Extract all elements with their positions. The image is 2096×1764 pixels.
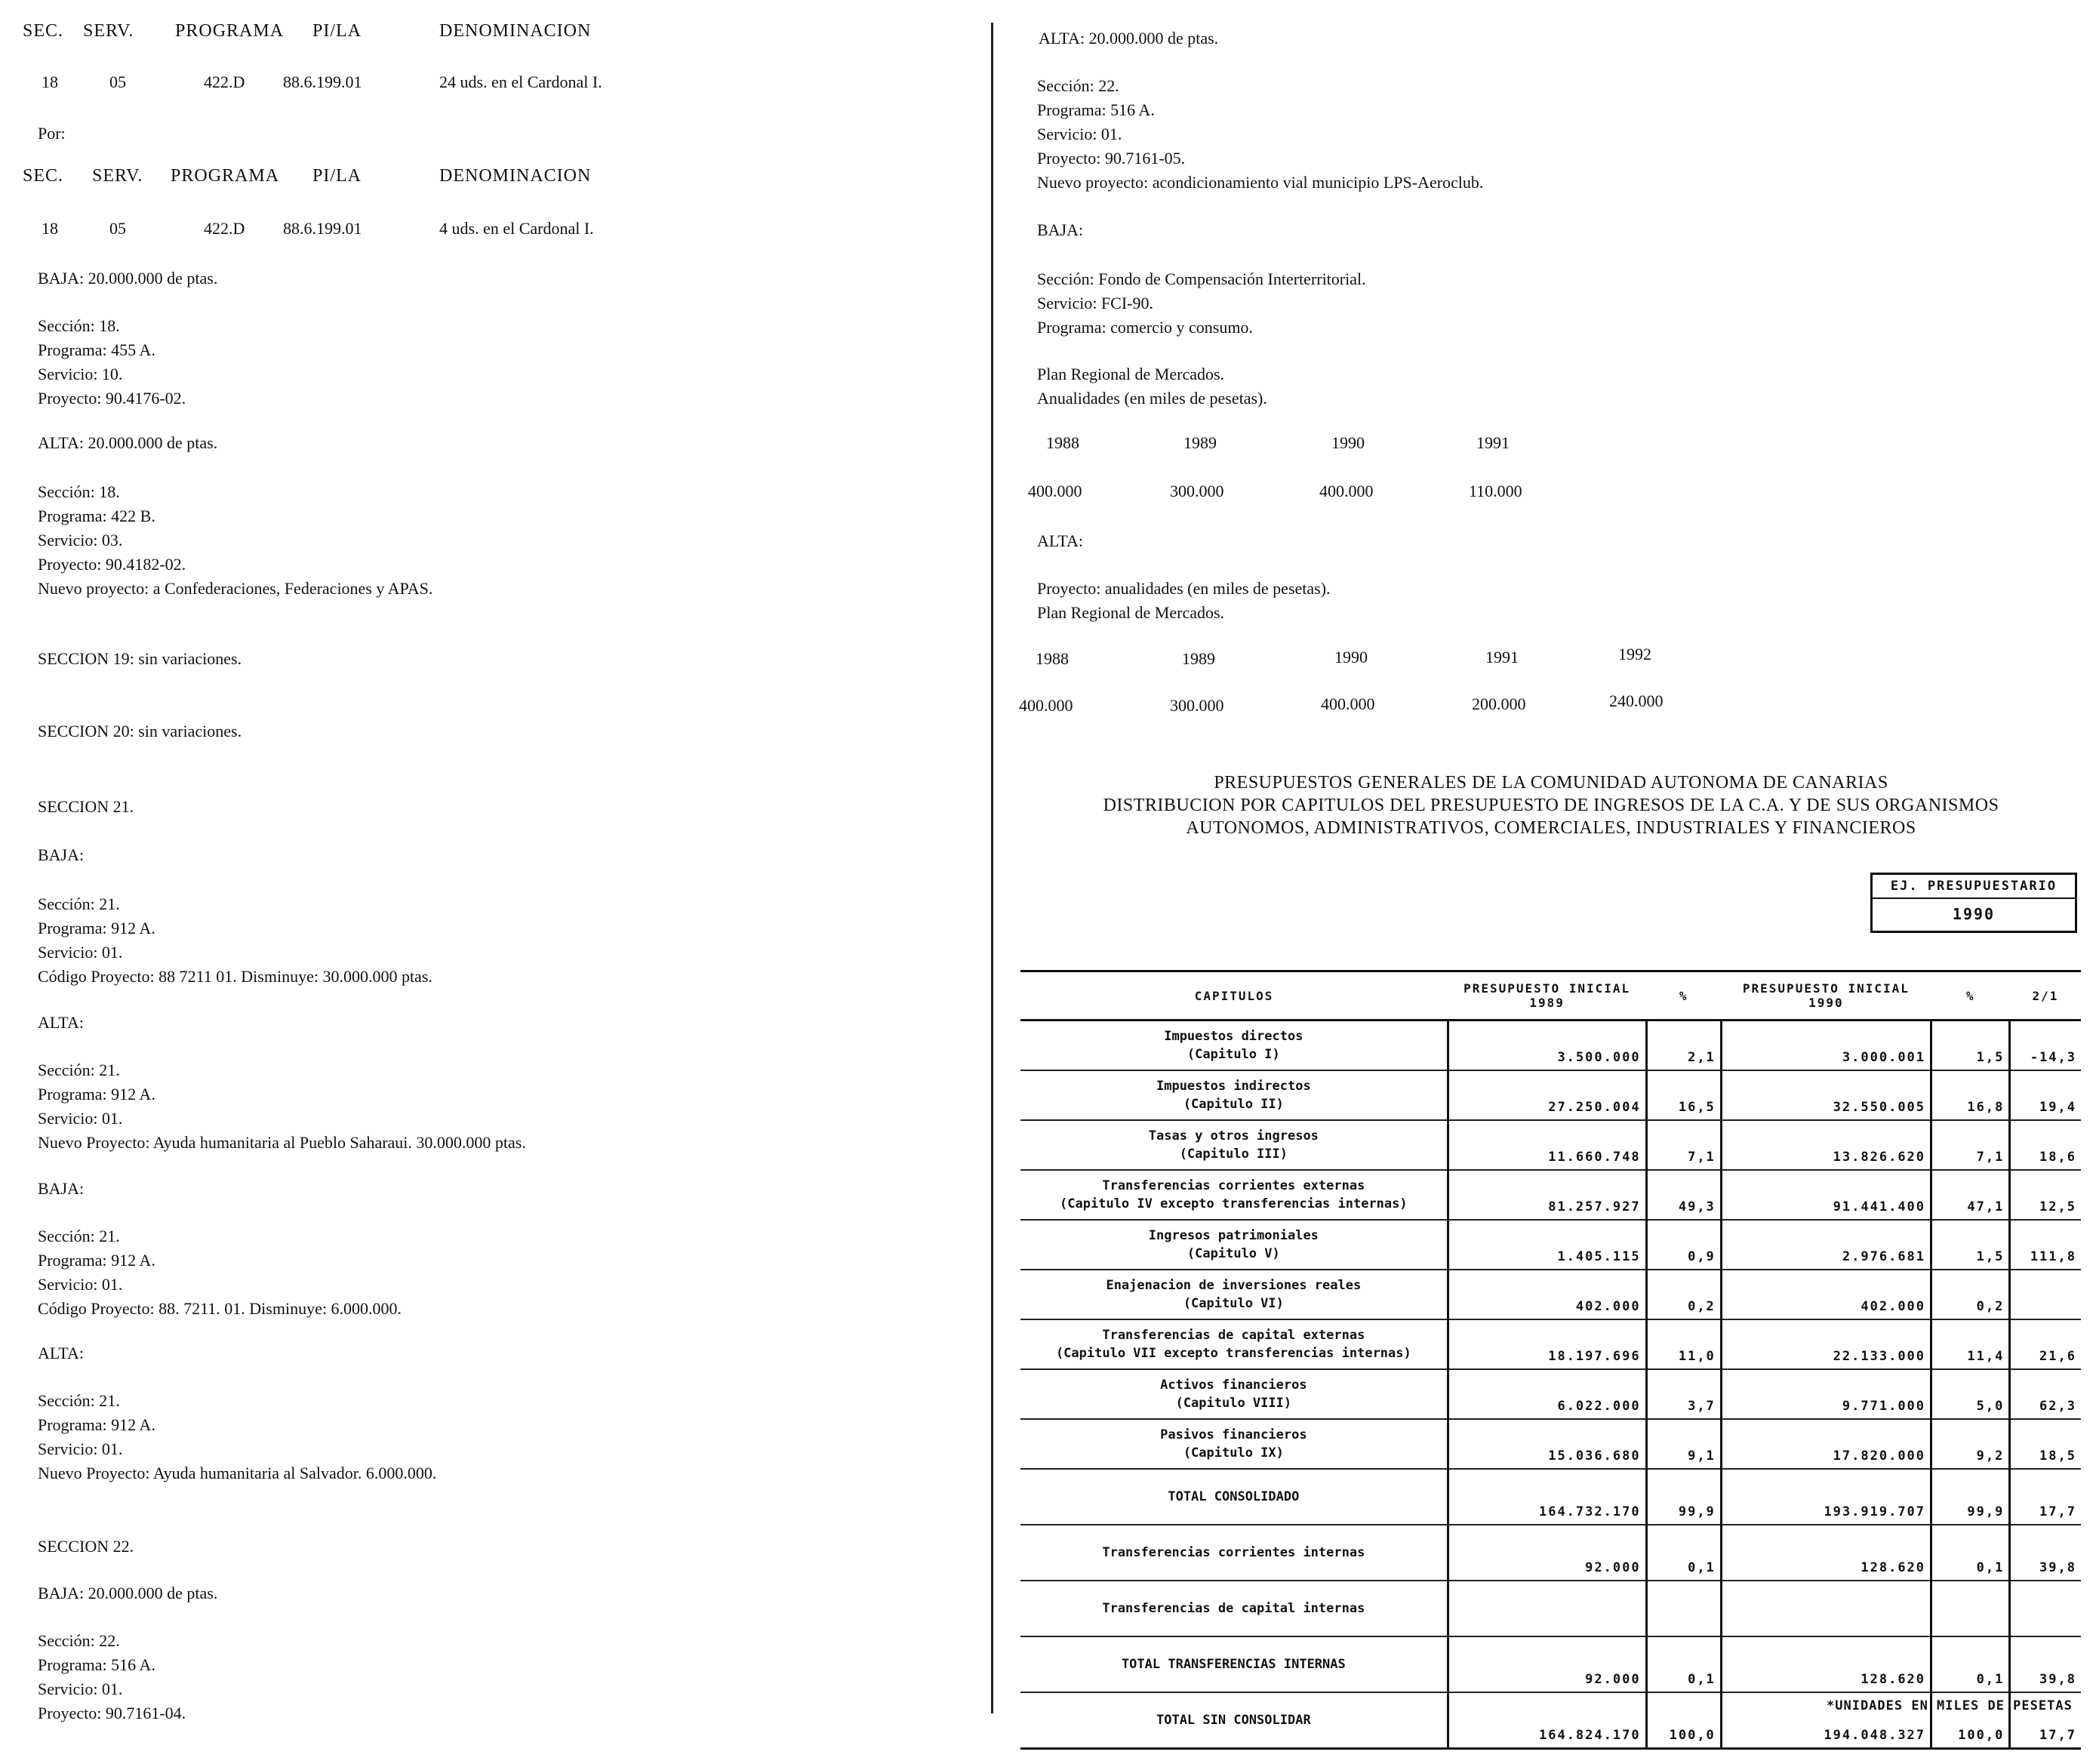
value2-1992: 240.000	[1609, 691, 1664, 710]
line: Plan Regional de Mercados.	[1037, 365, 1225, 383]
capitulo-line: Transferencias corrientes externas	[1102, 1178, 1365, 1193]
cell-pi-1990	[1721, 1581, 1931, 1636]
table-row	[1020, 1581, 2081, 1636]
line: Servicio: 10.	[38, 365, 123, 383]
line: Programa: 912 A.	[38, 1415, 155, 1434]
capitulo-line: Impuestos indirectos	[1156, 1079, 1311, 1094]
capitulo-line: Transferencias de capital internas	[1102, 1601, 1365, 1616]
baja-2: BAJA:	[38, 845, 85, 864]
value2-1988: 400.000	[1019, 696, 1073, 715]
cell-ratio: 111,8	[2010, 1220, 2081, 1270]
baja-4: BAJA: 20.000.000 de ptas.	[38, 1584, 218, 1602]
capitulo-line: (Capitulo IX)	[1183, 1445, 1284, 1461]
cell-pct-2: 0,1	[1931, 1525, 2010, 1581]
title-line: DISTRIBUCION POR CAPITULOS DEL PRESUPUESTO DE INGRESOS DE LA C.A. Y DE SUS ORGANISMOS	[1103, 796, 1999, 815]
capitulo-line: Enajenacion de inversiones reales	[1106, 1278, 1362, 1293]
cell-capitulo	[1020, 1170, 1448, 1220]
cell-pct-2: 1,5	[1931, 1021, 2010, 1071]
cell-pct-2: 7,1	[1931, 1120, 2010, 1170]
capitulo-line: TOTAL TRANSFERENCIAS INTERNAS	[1121, 1657, 1346, 1672]
right-alta-2: ALTA:	[1037, 531, 1083, 550]
table-row	[1020, 1369, 2081, 1419]
cell-ratio: -14,3	[2010, 1021, 2081, 1071]
block-seccion-22-alta	[1037, 74, 1483, 195]
baja-3: BAJA:	[38, 1179, 85, 1198]
capitulo-line: TOTAL CONSOLIDADO	[1168, 1489, 1300, 1504]
seccion-21: SECCION 21.	[38, 797, 134, 816]
cell-capitulo	[1020, 1636, 1448, 1692]
cell-pi-1989: 27.250.004	[1448, 1070, 1646, 1120]
capitulo-line: (Capitulo III)	[1179, 1147, 1288, 1162]
value-1990: 400.000	[1319, 482, 1374, 500]
cell-capitulo	[1020, 1369, 1448, 1419]
table-row	[1020, 1419, 2081, 1469]
alta-3: ALTA:	[38, 1344, 84, 1362]
row1-denominacion: 24 uds. en el Cardonal I.	[439, 72, 602, 91]
th-pi-1990-label: PRESUPUESTO INICIAL	[1742, 981, 1910, 996]
line: Nuevo proyecto: acondicionamiento vial municipio LPS-Aeroclub.	[1037, 173, 1484, 192]
capitulo-line: Tasas y otros ingresos	[1148, 1128, 1319, 1144]
year2-1988: 1988	[1036, 649, 1069, 668]
block-seccion-21-alta-1	[38, 1058, 526, 1155]
cell-pi-1990: 9.771.000	[1721, 1369, 1931, 1419]
line: Servicio: 03.	[38, 531, 123, 550]
col-header-pla-2: PI/LA	[312, 166, 362, 186]
capitulo-line: Impuestos directos	[1164, 1029, 1303, 1044]
cell-pct-1: 0,1	[1646, 1636, 1721, 1692]
cell-pi-1990: 3.000.001	[1721, 1021, 1931, 1071]
line: Sección: 22.	[1037, 76, 1119, 95]
th-pi-1990	[1721, 971, 1931, 1021]
line: Plan Regional de Mercados.	[1037, 603, 1225, 622]
baja-1: BAJA: 20.000.000 de ptas.	[38, 269, 218, 288]
table-row	[1020, 1220, 2081, 1270]
block-seccion-22-baja	[38, 1629, 186, 1726]
fiscal-year-box	[1870, 873, 2077, 933]
cell-capitulo	[1020, 1525, 1448, 1581]
col-header-programa-2: PROGRAMA	[171, 166, 280, 186]
cell-pct-1: 0,2	[1646, 1270, 1721, 1319]
cell-pct-2: 16,8	[1931, 1070, 2010, 1120]
cell-capitulo	[1020, 1469, 1448, 1525]
block-seccion-21-baja-2	[38, 1224, 402, 1321]
line: Sección: Fondo de Compensación Interterritorial.	[1037, 269, 1366, 288]
cell-pi-1989: 6.022.000	[1448, 1369, 1646, 1419]
line: Servicio: 01.	[38, 1109, 123, 1128]
line: Código Proyecto: 88 7211 01. Disminuye: 30.000.000 ptas.	[38, 967, 432, 986]
block-seccion-21-baja-1	[38, 892, 432, 989]
revenue-table	[1020, 970, 2081, 1750]
title-line: PRESUPUESTOS GENERALES DE LA COMUNIDAD AUTONOMA DE CANARIAS	[1214, 773, 1888, 793]
capitulo-line: Transferencias de capital externas	[1102, 1328, 1365, 1343]
table-row	[1020, 1021, 2081, 1071]
value2-1990: 400.000	[1321, 694, 1375, 713]
line: Servicio: 01.	[38, 943, 123, 962]
line: Programa: 516 A.	[38, 1655, 155, 1674]
cell-pi-1989: 402.000	[1448, 1270, 1646, 1319]
line: Proyecto: anualidades (en miles de pesetas).	[1037, 579, 1331, 598]
cell-pi-1990: 128.620	[1721, 1525, 1931, 1581]
cell-pi-1990: 128.620	[1721, 1636, 1931, 1692]
line: Proyecto: 90.4176-02.	[38, 389, 186, 408]
cell-capitulo	[1020, 1270, 1448, 1319]
th-pi-1990-year: 1990	[1808, 996, 1844, 1010]
block-seccion-21-alta-2	[38, 1389, 436, 1485]
col-header-denominacion: DENOMINACION	[439, 21, 592, 41]
cell-pct-2: 11,4	[1931, 1319, 2010, 1369]
th-pi-1989-label: PRESUPUESTO INICIAL	[1464, 981, 1631, 996]
th-ratio: 2/1	[2010, 971, 2081, 1021]
cell-pct-2: 1,5	[1931, 1220, 2010, 1270]
row2-sec: 18	[42, 219, 58, 238]
line: Sección: 21.	[38, 1391, 120, 1410]
alta-2: ALTA:	[38, 1013, 84, 1032]
cell-pi-1989: 164.732.170	[1448, 1469, 1646, 1525]
seccion-19: SECCION 19: sin variaciones.	[38, 649, 242, 668]
year2-1989: 1989	[1182, 649, 1215, 668]
block-fci	[1037, 267, 1366, 340]
col-header-sec-2: SEC.	[23, 166, 64, 186]
cell-pct-1: 100,0	[1646, 1692, 1721, 1749]
line: Programa: 912 A.	[38, 919, 155, 937]
value-1989: 300.000	[1170, 482, 1224, 500]
cell-ratio: 62,3	[2010, 1369, 2081, 1419]
line: Programa: 455 A.	[38, 340, 155, 359]
cell-pi-1990: 402.000	[1721, 1270, 1931, 1319]
year-1990: 1990	[1331, 433, 1365, 452]
column-divider	[991, 23, 993, 1713]
cell-ratio: 39,8	[2010, 1525, 2081, 1581]
table-row	[1020, 1319, 2081, 1369]
th-pi-1989	[1448, 971, 1646, 1021]
row2-pla: 88.6.199.01	[283, 219, 362, 238]
cell-pi-1989: 3.500.000	[1448, 1021, 1646, 1071]
cell-capitulo	[1020, 1021, 1448, 1071]
cell-pct-2: 5,0	[1931, 1369, 2010, 1419]
cell-pi-1990: 17.820.000	[1721, 1419, 1931, 1469]
line: Programa: 516 A.	[1037, 100, 1155, 119]
cell-pct-1: 0,1	[1646, 1525, 1721, 1581]
por-label: Por:	[38, 124, 66, 143]
year2-1990: 1990	[1334, 648, 1368, 667]
cell-pi-1989	[1448, 1581, 1646, 1636]
row2-serv: 05	[109, 219, 126, 238]
line: Sección: 21.	[38, 1227, 120, 1245]
table-row	[1020, 1270, 2081, 1319]
cell-pi-1989: 92.000	[1448, 1636, 1646, 1692]
capitulo-line: (Capitulo VII excepto transferencias internas)	[1055, 1346, 1411, 1361]
capitulo-line: Transferencias corrientes internas	[1102, 1545, 1365, 1560]
cell-pct-2: 100,0	[1931, 1692, 2010, 1749]
cell-pi-1989: 15.036.680	[1448, 1419, 1646, 1469]
line: Sección: 22.	[38, 1631, 120, 1650]
cell-pi-1989: 81.257.927	[1448, 1170, 1646, 1220]
row1-serv: 05	[109, 72, 126, 91]
value-1988: 400.000	[1028, 482, 1082, 500]
line: Programa: 422 B.	[38, 506, 155, 525]
cell-pct-1: 9,1	[1646, 1419, 1721, 1469]
row1-sec: 18	[42, 72, 58, 91]
table-row	[1020, 1525, 2081, 1581]
capitulo-line: Activos financieros	[1160, 1378, 1307, 1393]
row2-programa: 422.D	[204, 219, 245, 238]
cell-ratio: 12,5	[2010, 1170, 2081, 1220]
block-plan-regional-1	[1037, 362, 1267, 411]
cell-pi-1990: 13.826.620	[1721, 1120, 1931, 1170]
capitulo-line: Ingresos patrimoniales	[1148, 1228, 1319, 1243]
capitulo-line: (Capitulo I)	[1187, 1047, 1280, 1062]
th-pi-1989-year: 1989	[1529, 996, 1565, 1010]
capitulo-line: (Capitulo VI)	[1183, 1296, 1284, 1311]
col-header-programa: PROGRAMA	[175, 21, 285, 41]
cell-ratio: 18,5	[2010, 1419, 2081, 1469]
cell-ratio: 19,4	[2010, 1070, 2081, 1120]
cell-pi-1990: 91.441.400	[1721, 1170, 1931, 1220]
line: Proyecto: 90.7161-04.	[38, 1704, 186, 1722]
cell-pct-1	[1646, 1581, 1721, 1636]
line: Código Proyecto: 88. 7211. 01. Disminuye: 6.000.000.	[38, 1299, 402, 1318]
table-title	[1019, 771, 2083, 839]
cell-pct-2: 0,1	[1931, 1636, 2010, 1692]
cell-pi-1990: 22.133.000	[1721, 1319, 1931, 1369]
line: Nuevo Proyecto: Ayuda humanitaria al Pueblo Saharaui. 30.000.000 ptas.	[38, 1133, 526, 1152]
seccion-20: SECCION 20: sin variaciones.	[38, 722, 242, 740]
cell-pi-1990: 193.919.707	[1721, 1469, 1931, 1525]
cell-capitulo	[1020, 1220, 1448, 1270]
cell-pi-1989: 1.405.115	[1448, 1220, 1646, 1270]
col-header-denominacion-2: DENOMINACION	[439, 166, 592, 186]
col-header-sec: SEC.	[23, 21, 64, 41]
value2-1991: 200.000	[1472, 694, 1526, 713]
cell-pi-1990: 2.976.681	[1721, 1220, 1931, 1270]
cell-capitulo	[1020, 1070, 1448, 1120]
fiscal-year-label: EJ. PRESUPUESTARIO	[1873, 875, 2075, 899]
cell-pct-1: 16,5	[1646, 1070, 1721, 1120]
year2-1992: 1992	[1618, 645, 1651, 663]
cell-pct-1: 2,1	[1646, 1021, 1721, 1071]
cell-ratio	[2010, 1581, 2081, 1636]
cell-pct-1: 0,9	[1646, 1220, 1721, 1270]
capitulo-line: Pasivos financieros	[1160, 1427, 1307, 1442]
capitulo-line: (Capitulo IV excepto transferencias internas)	[1060, 1196, 1408, 1211]
cell-pi-1990: 194.048.327	[1721, 1692, 1931, 1749]
col-header-serv: SERV.	[83, 21, 134, 41]
line: Proyecto: 90.4182-02.	[38, 555, 186, 574]
title-line: AUTONOMOS, ADMINISTRATIVOS, COMERCIALES, INDUSTRIALES Y FINANCIEROS	[1186, 818, 1916, 838]
cell-capitulo	[1020, 1581, 1448, 1636]
row1-programa: 422.D	[204, 72, 245, 91]
cell-pct-2: 47,1	[1931, 1170, 2010, 1220]
cell-pi-1989: 11.660.748	[1448, 1120, 1646, 1170]
col-header-serv-2: SERV.	[92, 166, 143, 186]
line: Sección: 21.	[38, 1061, 120, 1079]
table-row	[1020, 1070, 2081, 1120]
capitulo-line: (Capitulo VIII)	[1175, 1396, 1292, 1411]
line: Programa: comercio y consumo.	[1037, 318, 1253, 337]
table-row	[1020, 1170, 2081, 1220]
cell-capitulo	[1020, 1120, 1448, 1170]
cell-pct-1: 99,9	[1646, 1469, 1721, 1525]
footnote: *UNIDADES EN MILES DE PESETAS	[1827, 1698, 2073, 1713]
cell-ratio	[2010, 1270, 2081, 1319]
table-body	[1020, 1021, 2081, 1749]
value2-1989: 300.000	[1170, 696, 1224, 715]
cell-ratio: 21,6	[2010, 1319, 2081, 1369]
value-1991: 110.000	[1469, 482, 1522, 500]
year-1988: 1988	[1046, 433, 1079, 452]
year-1991: 1991	[1476, 433, 1510, 452]
cell-capitulo	[1020, 1692, 1448, 1749]
line: Anualidades (en miles de pesetas).	[1037, 389, 1267, 408]
cell-pct-1: 49,3	[1646, 1170, 1721, 1220]
cell-pct-1: 11,0	[1646, 1319, 1721, 1369]
line: Servicio: 01.	[38, 1439, 123, 1458]
cell-ratio: 18,6	[2010, 1120, 2081, 1170]
line: Servicio: FCI-90.	[1037, 294, 1153, 312]
capitulo-line: (Capitulo II)	[1183, 1097, 1284, 1112]
table-row	[1020, 1120, 2081, 1170]
alta-1: ALTA: 20.000.000 de ptas.	[38, 433, 218, 452]
cell-pi-1989: 92.000	[1448, 1525, 1646, 1581]
block-seccion-18-baja	[38, 314, 186, 411]
line: Programa: 912 A.	[38, 1251, 155, 1270]
cell-pi-1989: 164.824.170	[1448, 1692, 1646, 1749]
row2-denominacion: 4 uds. en el Cardonal I.	[439, 219, 594, 238]
cell-pct-2: 99,9	[1931, 1469, 2010, 1525]
th-pct-1: %	[1646, 971, 1721, 1021]
capitulo-line: (Capitulo V)	[1187, 1246, 1280, 1261]
cell-ratio: 39,8	[2010, 1636, 2081, 1692]
cell-pct-2	[1931, 1581, 2010, 1636]
cell-pct-1: 3,7	[1646, 1369, 1721, 1419]
line: Nuevo Proyecto: Ayuda humanitaria al Salvador. 6.000.000.	[38, 1464, 437, 1482]
line: Servicio: 01.	[1037, 125, 1122, 143]
block-plan-regional-2	[1037, 577, 1331, 625]
table-row	[1020, 1636, 2081, 1692]
th-pct-2: %	[1931, 971, 2010, 1021]
capitulo-line: TOTAL SIN CONSOLIDAR	[1156, 1713, 1311, 1728]
col-header-pla: PI/LA	[312, 21, 362, 41]
fiscal-year-value: 1990	[1952, 905, 1996, 923]
line: Servicio: 01.	[38, 1275, 123, 1294]
cell-capitulo	[1020, 1319, 1448, 1369]
year-1989: 1989	[1183, 433, 1217, 452]
block-seccion-18-alta	[38, 480, 432, 601]
seccion-22: SECCION 22.	[38, 1537, 134, 1556]
cell-pct-1: 7,1	[1646, 1120, 1721, 1170]
cell-ratio: 17,7	[2010, 1692, 2081, 1749]
right-baja-1: BAJA:	[1037, 220, 1084, 239]
cell-pct-2: 9,2	[1931, 1419, 2010, 1469]
line: Nuevo proyecto: a Confederaciones, Federaciones y APAS.	[38, 579, 433, 598]
line: Proyecto: 90.7161-05.	[1037, 149, 1186, 168]
cell-ratio: 17,7	[2010, 1469, 2081, 1525]
row1-pla: 88.6.199.01	[283, 72, 362, 91]
th-capitulos: CAPITULOS	[1020, 971, 1448, 1021]
line: Sección: 18.	[38, 316, 120, 335]
cell-pi-1990: 32.550.005	[1721, 1070, 1931, 1120]
line: Sección: 18.	[38, 482, 120, 501]
table-row	[1020, 1469, 2081, 1525]
year2-1991: 1991	[1485, 648, 1519, 667]
cell-pi-1989: 18.197.696	[1448, 1319, 1646, 1369]
line: Sección: 21.	[38, 894, 120, 913]
cell-capitulo	[1020, 1419, 1448, 1469]
left-column	[0, 0, 981, 1764]
right-alta-1: ALTA: 20.000.000 de ptas.	[1039, 29, 1219, 48]
cell-pct-2: 0,2	[1931, 1270, 2010, 1319]
line: Programa: 912 A.	[38, 1085, 155, 1104]
line: Servicio: 01.	[38, 1679, 123, 1698]
